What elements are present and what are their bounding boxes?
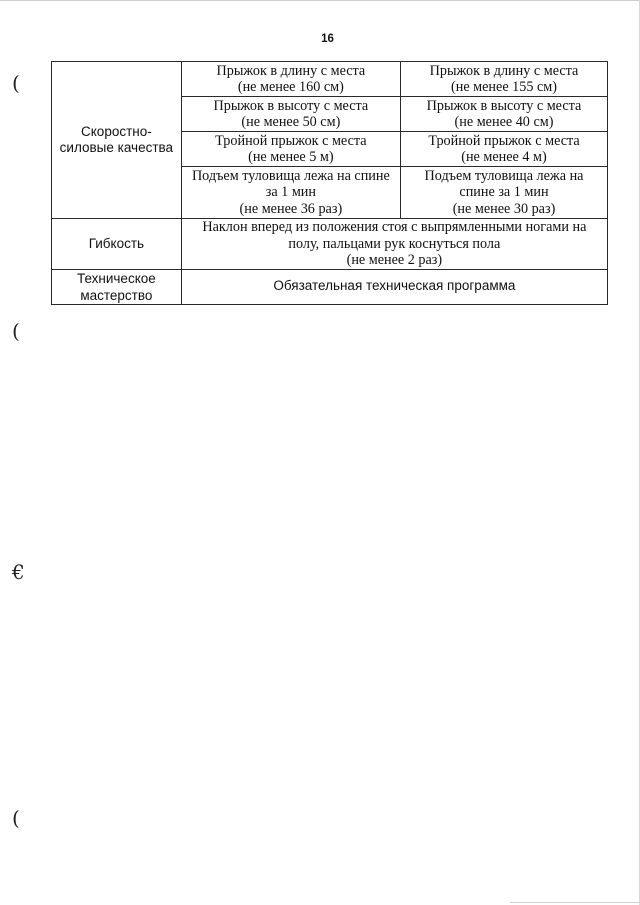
- punch-hole-mark: €: [12, 560, 25, 584]
- norm-value: (не менее 30 раз): [452, 200, 556, 217]
- norm-cell-girls: [401, 97, 608, 132]
- norm-cell-boys: [181, 132, 400, 167]
- norm-cell-technical-program: Обязательная техническая программа: [181, 269, 607, 304]
- norm-cell-girls: [401, 132, 608, 167]
- category-label: мастерство: [80, 287, 153, 303]
- category-label: силовые качества: [59, 140, 174, 155]
- category-label: Техническое: [76, 270, 156, 286]
- norm-exercise: Тройной прыжок с места: [428, 132, 580, 149]
- category-technical-mastery: [52, 269, 182, 304]
- norm-cell-boys: [181, 167, 400, 219]
- punch-hole-mark: (: [12, 319, 20, 343]
- norm-exercise: полу, пальцами рук коснуться пола: [288, 235, 501, 252]
- table-row: [52, 62, 608, 97]
- norm-exercise: Прыжок в высоту с места: [426, 97, 582, 114]
- norm-exercise: Подъем туловища лежа на спине: [191, 167, 390, 184]
- norm-exercise: спине за 1 мин: [459, 184, 549, 201]
- norm-value: (не менее 160 см): [237, 79, 344, 95]
- punch-hole-mark: (: [12, 806, 20, 830]
- table-row: [52, 219, 608, 270]
- norm-value: (не менее 155 см): [451, 79, 557, 95]
- scan-edge-line: [510, 902, 640, 903]
- norm-cell-flexibility: [181, 219, 607, 270]
- norm-value: (не менее 36 раз): [239, 200, 343, 217]
- norm-exercise: за 1 мин: [265, 184, 316, 201]
- norm-exercise: Наклон вперед из положения стоя с выпрямленными ногами на: [202, 219, 587, 235]
- punch-hole-mark: (: [12, 71, 20, 95]
- norm-value: (не менее 2 раз): [346, 252, 443, 268]
- category-label: Скоростно-: [81, 123, 152, 139]
- norm-value: (не менее 5 м): [248, 149, 334, 165]
- standards-table: [51, 61, 608, 305]
- norm-exercise: Тройной прыжок с места: [215, 132, 367, 149]
- norm-value: (не менее 4 м): [461, 149, 547, 165]
- norm-exercise: Подъем туловища лежа на: [424, 167, 584, 184]
- category-flexibility: Гибкость: [52, 219, 182, 270]
- page-number: 16: [321, 33, 334, 45]
- norm-cell-boys: [181, 97, 400, 132]
- norm-cell-girls: [401, 62, 608, 97]
- table-row: [52, 269, 608, 304]
- norm-cell-girls: [401, 167, 608, 219]
- norm-value: (не менее 50 см): [241, 114, 341, 130]
- norm-exercise: Прыжок в длину с места: [216, 62, 366, 79]
- norm-value: (не менее 40 см): [454, 114, 554, 130]
- norm-exercise: Прыжок в высоту с места: [213, 97, 369, 114]
- category-speed-strength: [52, 62, 182, 219]
- page-top-edge: [0, 0, 640, 1]
- norm-cell-boys: [181, 62, 400, 97]
- norm-exercise: Прыжок в длину с места: [429, 62, 579, 79]
